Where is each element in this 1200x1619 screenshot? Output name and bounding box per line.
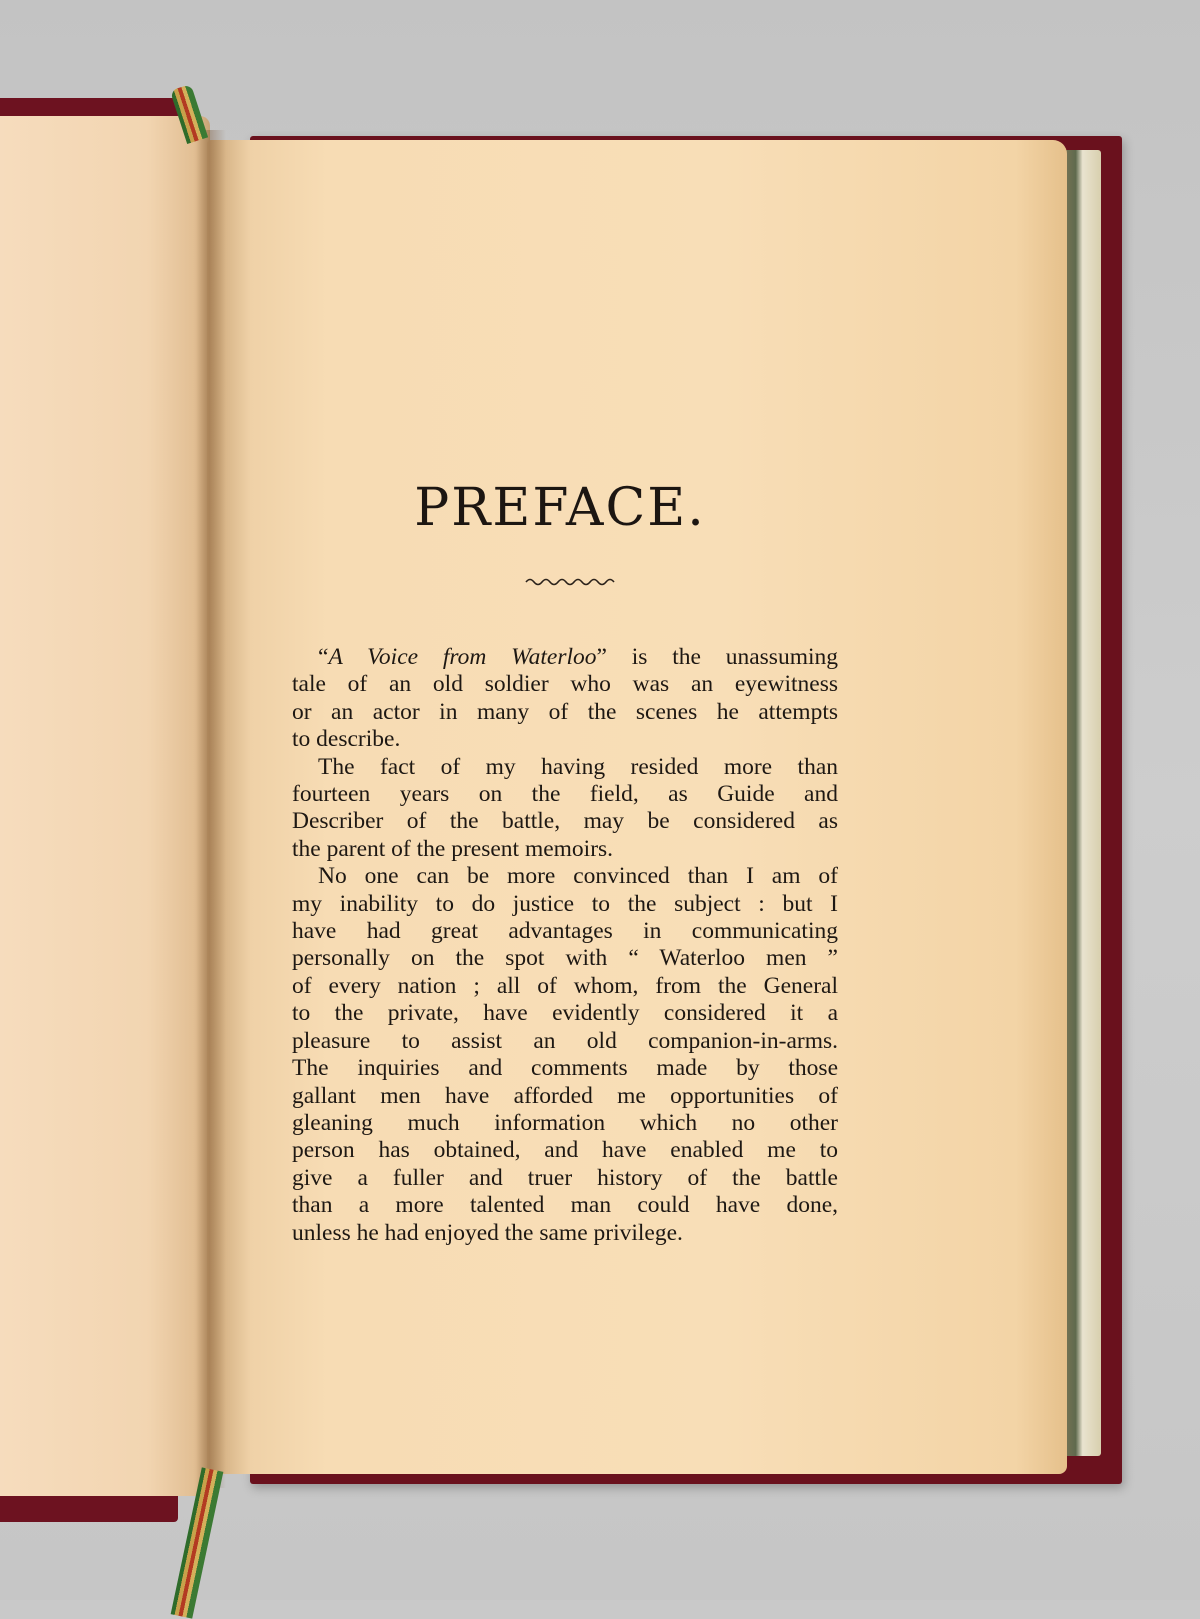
- text-line: my inability to do justice to the subject : but I: [292, 890, 838, 917]
- text-line: The inquiries and comments made by those: [292, 1055, 838, 1082]
- preface-body: [292, 644, 838, 1247]
- text-line: gleaning much information which no other: [292, 1109, 838, 1136]
- book-gutter: [196, 130, 226, 1488]
- text-line: have had great advantages in communicating: [292, 918, 838, 945]
- text-line: than a more talented man could have done,: [292, 1192, 838, 1219]
- text-line: unless he had enjoyed the same privilege.: [292, 1219, 683, 1246]
- text-line: fourteen years on the field, as Guide and: [292, 781, 838, 808]
- text-line: tale of an old soldier who was an eyewitness: [292, 671, 838, 698]
- text-line: pleasure to assist an old companion-in-arms.: [292, 1027, 838, 1054]
- text-line: “A Voice from Waterloo” is the unassuming: [318, 644, 838, 670]
- text-line: to describe.: [292, 726, 401, 753]
- text-line: person has obtained, and have enabled me to: [292, 1137, 838, 1164]
- text-line: Describer of the battle, may be considered as: [292, 808, 838, 835]
- text-line: give a fuller and truer history of the battle: [292, 1164, 838, 1191]
- left-page: [0, 116, 210, 1496]
- book-title-italic: A Voice from Waterloo: [328, 644, 597, 670]
- text-line: of every nation ; all of whom, from the General: [292, 972, 838, 999]
- text-line: gallant men have afforded me opportunities of: [292, 1082, 838, 1109]
- text-line: No one can be more convinced than I am of: [318, 863, 838, 890]
- text-line: personally on the spot with “ Waterloo men ”: [292, 945, 838, 972]
- text-line: the parent of the present memoirs.: [292, 835, 614, 862]
- wavy-rule-ornament-icon: [524, 576, 616, 586]
- page-title: PREFACE.: [414, 478, 706, 538]
- text-line: The fact of my having resided more than: [318, 753, 838, 780]
- text-line: or an actor in many of the scenes he attempts: [292, 698, 838, 725]
- text-line: to the private, have evidently considered it a: [292, 1000, 838, 1027]
